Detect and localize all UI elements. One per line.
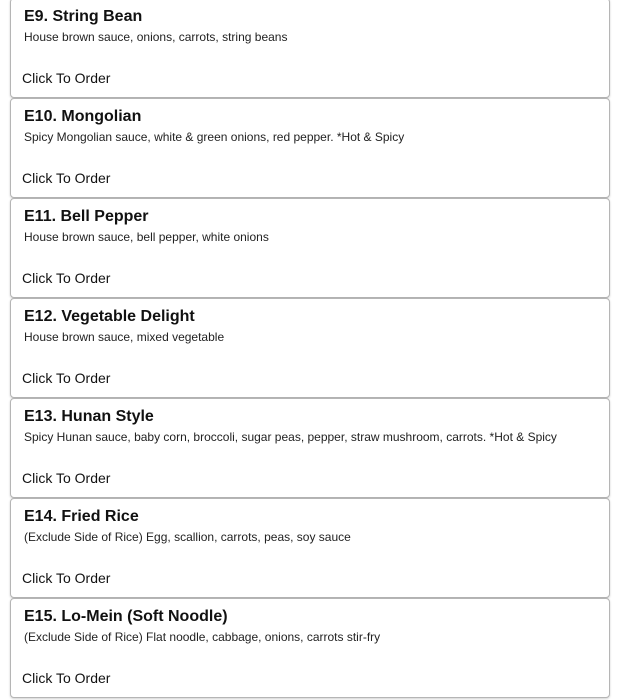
click-to-order-link[interactable]: Click To Order	[22, 570, 111, 586]
item-description: House brown sauce, onions, carrots, string beans	[24, 30, 288, 44]
click-to-order-link[interactable]: Click To Order	[22, 670, 111, 686]
click-to-order-link[interactable]: Click To Order	[22, 170, 111, 186]
menu-item	[10, 0, 610, 98]
click-to-order-link[interactable]: Click To Order	[22, 270, 111, 286]
click-to-order-link[interactable]: Click To Order	[22, 470, 111, 486]
item-title: E11. Bell Pepper	[24, 208, 149, 225]
menu-item	[10, 198, 610, 298]
menu-item-list	[10, 0, 610, 698]
item-description: Spicy Mongolian sauce, white & green onions, red pepper. *Hot & Spicy	[24, 130, 405, 144]
click-to-order-link[interactable]: Click To Order	[22, 70, 111, 86]
item-title: E15. Lo-Mein (Soft Noodle)	[24, 608, 228, 625]
menu-item	[10, 598, 610, 698]
item-description: (Exclude Side of Rice) Egg, scallion, carrots, peas, soy sauce	[24, 530, 351, 544]
menu-item	[10, 98, 610, 198]
menu-item	[10, 398, 610, 498]
item-description: Spicy Hunan sauce, baby corn, broccoli, sugar peas, pepper, straw mushroom, carrots. *Hot & Spicy	[24, 430, 557, 444]
item-title: E9. String Bean	[24, 8, 143, 25]
menu-item	[10, 298, 610, 398]
item-description: (Exclude Side of Rice) Flat noodle, cabbage, onions, carrots stir-fry	[24, 630, 381, 644]
menu-item	[10, 498, 610, 598]
item-title: E10. Mongolian	[24, 108, 142, 125]
item-title: E13. Hunan Style	[24, 408, 154, 425]
item-description: House brown sauce, mixed vegetable	[24, 330, 225, 344]
item-title: E12. Vegetable Delight	[24, 308, 195, 325]
item-title: E14. Fried Rice	[24, 508, 139, 525]
click-to-order-link[interactable]: Click To Order	[22, 370, 111, 386]
item-description: House brown sauce, bell pepper, white onions	[24, 230, 269, 244]
